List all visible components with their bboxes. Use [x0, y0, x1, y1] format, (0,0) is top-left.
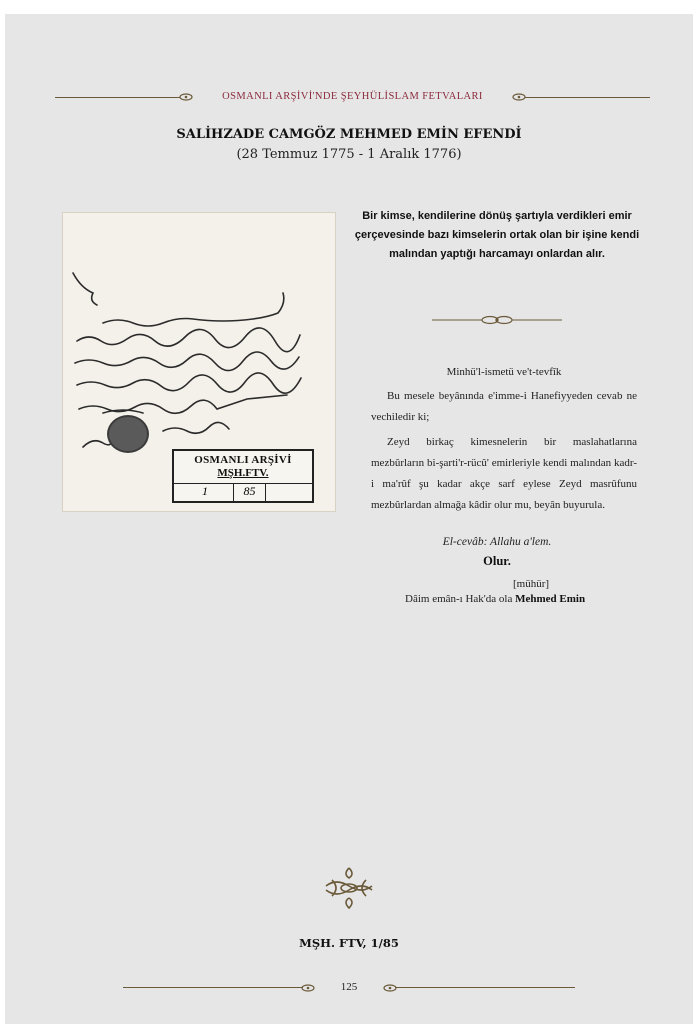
seal-icon	[107, 415, 149, 453]
seal-note: [mühür]	[512, 578, 550, 590]
header-title: OSMANLI ARŞİVİ'NDE ŞEYHÜLİSLAM FETVALARI	[222, 91, 483, 102]
fatwa-opening: Minhü'l-ismetü ve't-tevfîk	[446, 366, 562, 378]
stamp-cells	[174, 484, 312, 502]
knot-ornament-icon	[322, 866, 376, 910]
stamp-collection: MŞH.FTV.	[217, 467, 269, 479]
signature-name: Mehmed Emin	[515, 593, 586, 605]
running-header	[55, 90, 650, 106]
fatwa-summary: Bir kimse, kendilerine dönüş şartıyla verdikleri emir çerçevesinde bazı kimselerin ortak olan bir işine kendi malından yaptığı harcamayı onlardan alır.	[354, 210, 640, 260]
archive-stamp	[172, 449, 314, 503]
page-number: 125	[340, 981, 358, 993]
signature-prefix: Dâim emân-ı Hak'da ola	[405, 593, 513, 605]
answer-label: El-cevâb: Allahu a'lem.	[442, 536, 552, 548]
document-title: SALİHZADE CAMGÖZ MEHMED EMİN EFENDİ	[176, 127, 522, 142]
archive-reference: MŞH. FTV, 1/85	[299, 936, 399, 950]
header-ornament-icon	[512, 92, 526, 102]
stamp-archive-name: OSMANLI ARŞİVİ	[194, 454, 292, 466]
header-rule-right	[525, 97, 650, 98]
stamp-cell-folder: 1	[174, 484, 234, 502]
signature	[405, 593, 655, 605]
document-dates: (28 Temmuz 1775 - 1 Aralık 1776)	[236, 147, 462, 162]
fatwa-paragraph-1: Bu mesele beyânında e'imme-i Hanefiyyeden cevab ne vechiledir ki;	[371, 390, 637, 423]
page-footer	[123, 980, 575, 996]
footer-rule-right	[395, 987, 575, 988]
stamp-cell-document: 85	[234, 484, 266, 502]
divider-ornament-icon	[432, 314, 562, 326]
fatwa-paragraph-2: Zeyd birkaç kimesnelerin bir maslahatlarına mezbûrların bi-şarti'r-rücû' emirleriyle kendi malından kadr-i ma'rûf şu kadar akçe sarf eylese Zeyd masrûfunu mezbûrlardan almağa kâdir olur mu, beyân buyurula.	[371, 436, 637, 511]
footer-ornament-icon	[383, 983, 397, 993]
fatwa-text	[371, 362, 637, 520]
answer: Olur.	[483, 554, 511, 568]
manuscript-image	[62, 212, 336, 512]
